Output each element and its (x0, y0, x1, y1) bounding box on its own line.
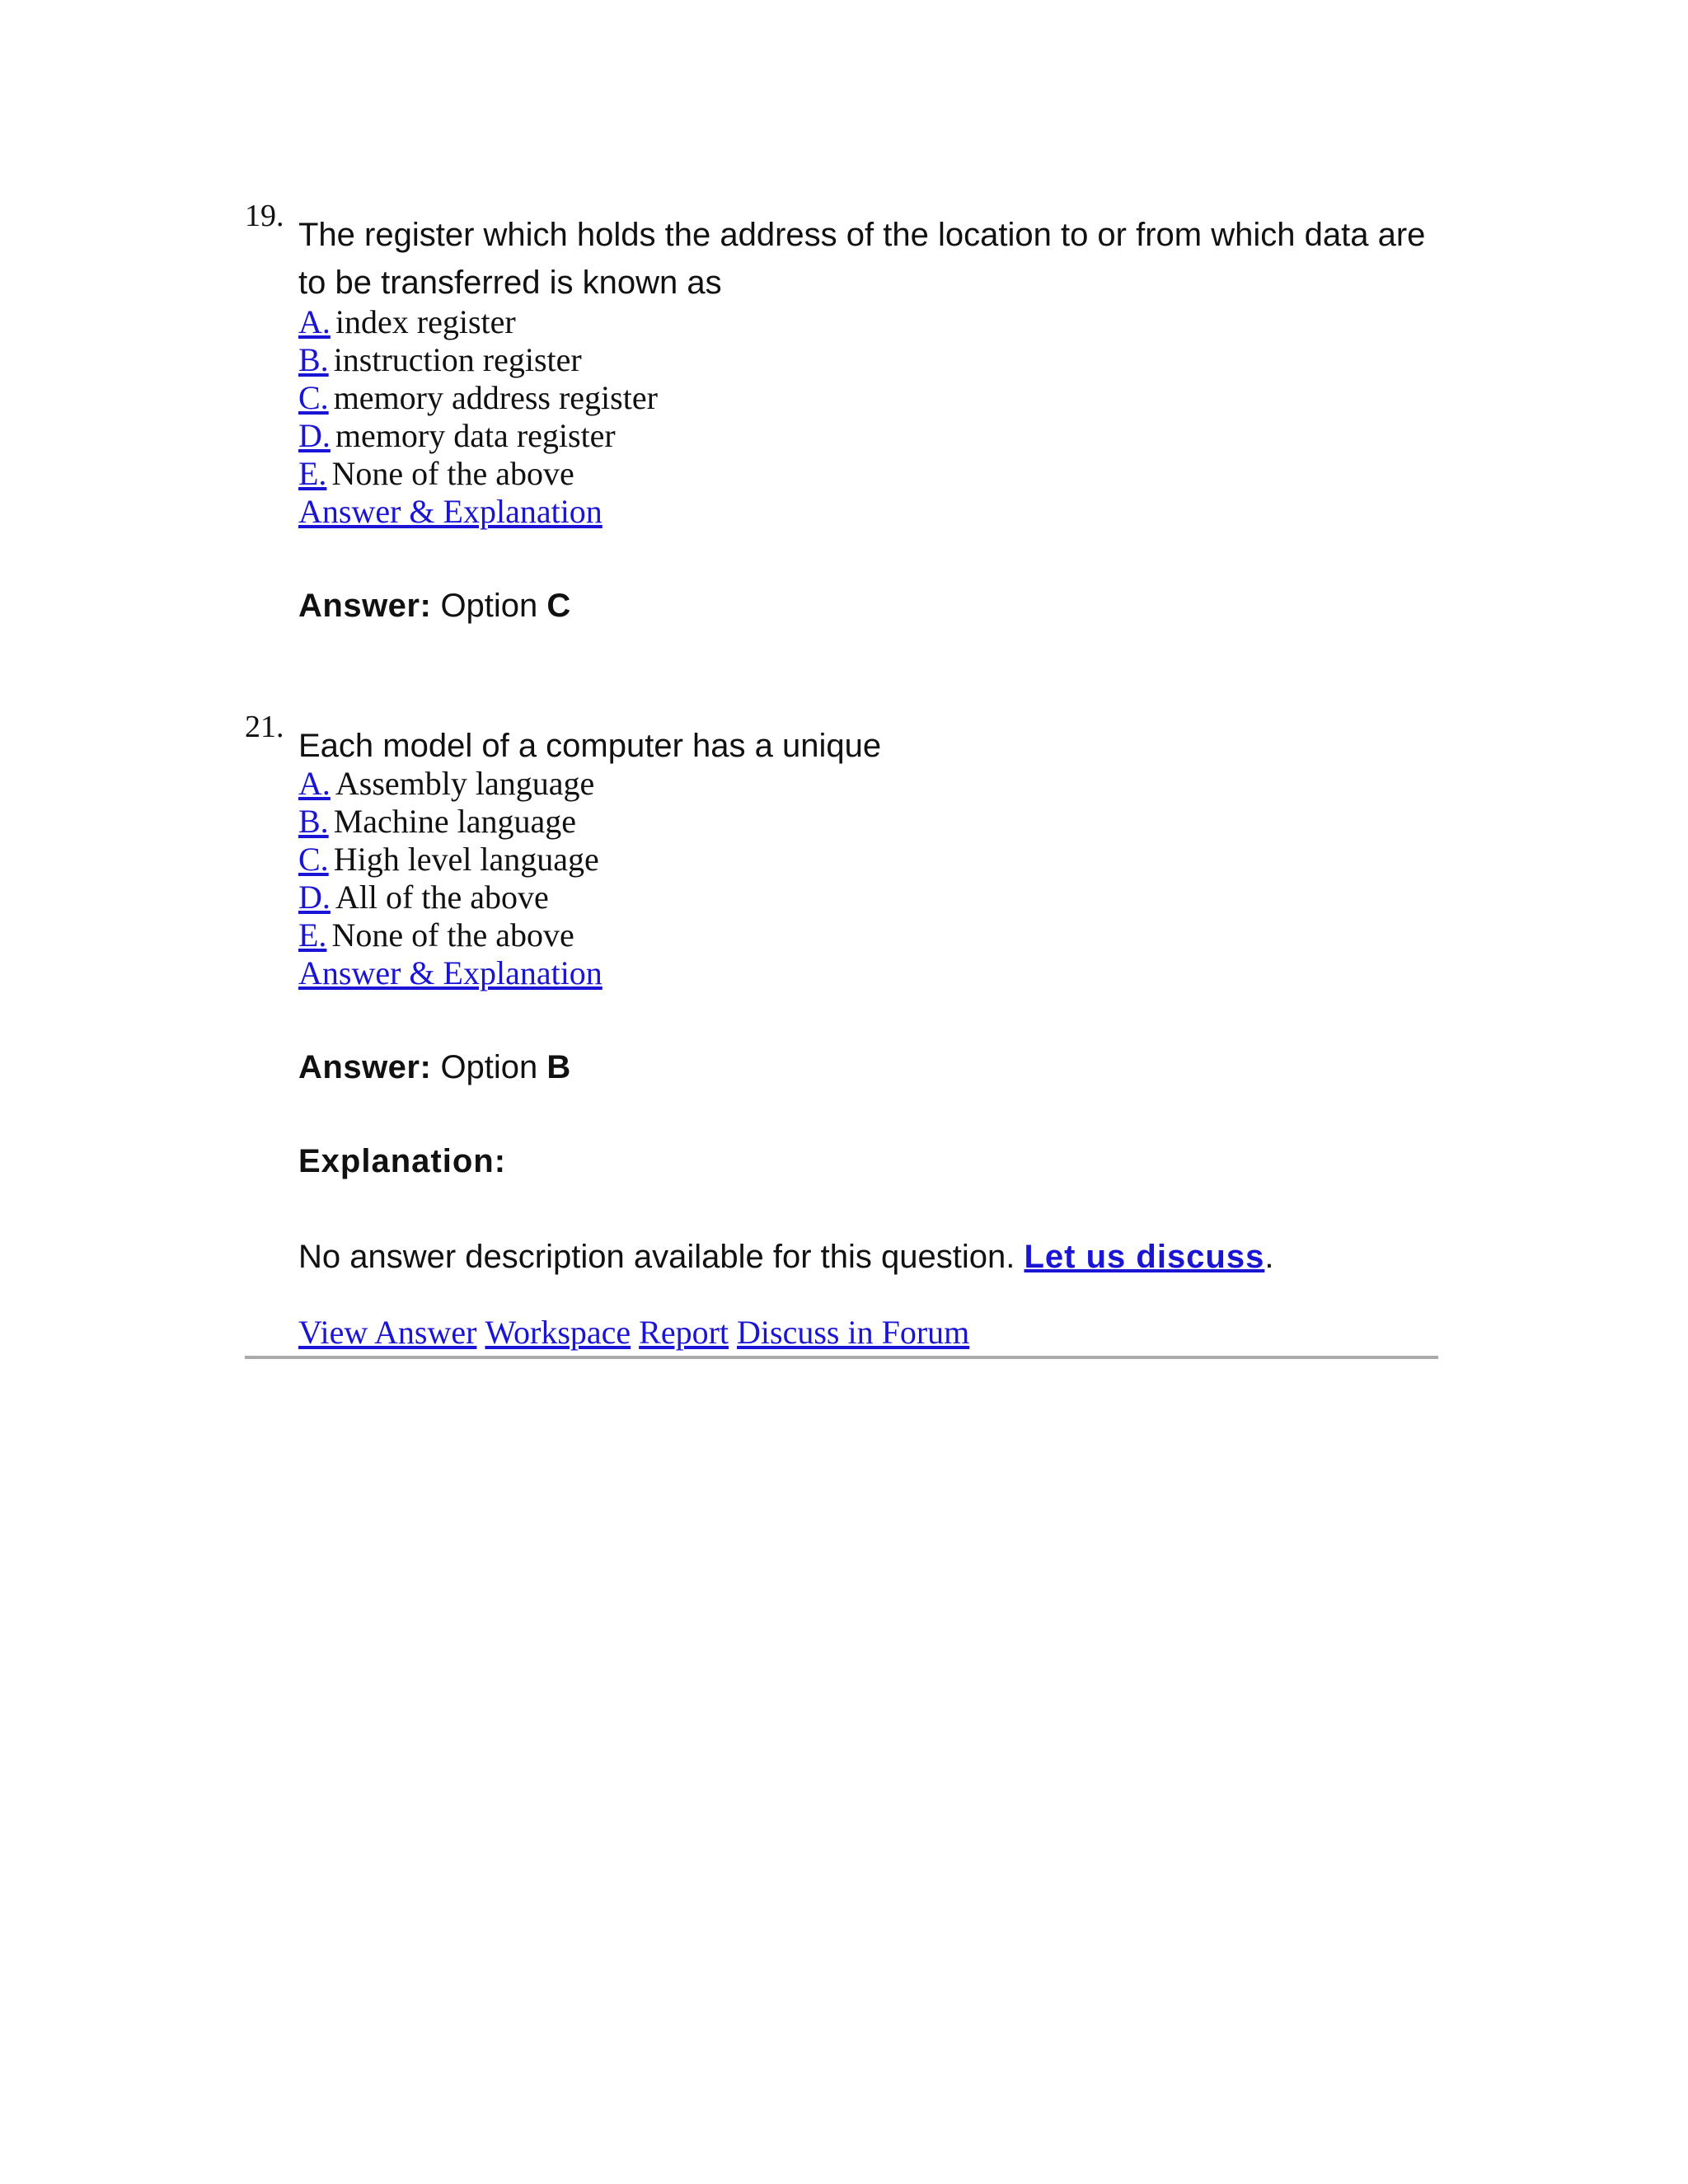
question-21 (245, 709, 1436, 1352)
options-list (298, 765, 1436, 992)
option-text: memory address register (333, 379, 658, 416)
explanation-text-line (298, 1238, 1436, 1276)
option-text: High level language (333, 841, 599, 878)
option-c-link[interactable]: C. (298, 841, 329, 878)
option-c (298, 379, 1436, 417)
question-body (298, 717, 1436, 1352)
option-text: Machine language (333, 803, 577, 840)
option-text: memory data register (335, 417, 616, 454)
question-stem (298, 206, 1436, 312)
option-text: index register (335, 303, 516, 340)
answer-option: C (546, 588, 571, 624)
option-text: All of the above (335, 879, 549, 916)
option-a-link[interactable]: A. (298, 765, 331, 802)
answer-line (298, 587, 1436, 625)
option-e-link[interactable]: E. (298, 455, 327, 492)
option-d-link[interactable]: D. (298, 417, 331, 454)
answer-key: Answer: (298, 1049, 432, 1085)
option-text: None of the above (331, 916, 574, 954)
question-number: 21. (245, 710, 284, 744)
answer-option: B (546, 1049, 571, 1085)
option-b (298, 341, 1436, 379)
question-19 (245, 198, 1436, 625)
option-text: Assembly language (335, 765, 595, 802)
option-c (298, 841, 1436, 879)
option-c-link[interactable]: C. (298, 379, 329, 416)
option-e (298, 455, 1436, 493)
answer-option-word: Option (440, 588, 538, 624)
option-a-link[interactable]: A. (298, 303, 331, 340)
option-a (298, 303, 1436, 341)
question-stem-line: The register which holds the address of the location to or from which data are (298, 217, 1426, 253)
question-toolbar (298, 1314, 1436, 1352)
workspace-link[interactable]: Workspace (485, 1314, 631, 1351)
option-d (298, 417, 1436, 455)
option-b-link[interactable]: B. (298, 803, 329, 840)
let-us-discuss-link[interactable]: Let us discuss (1024, 1239, 1265, 1275)
option-e-link[interactable]: E. (298, 916, 327, 954)
explanation-text: No answer description available for this question. (298, 1239, 1015, 1275)
explanation-heading: Explanation: (298, 1143, 507, 1179)
report-link[interactable]: Report (639, 1314, 729, 1351)
question-body (298, 206, 1436, 625)
option-d (298, 879, 1436, 916)
question-stem-line: to be transferred is known as (298, 265, 722, 301)
discuss-in-forum-link[interactable]: Discuss in Forum (737, 1314, 970, 1351)
explanation-period: . (1264, 1239, 1274, 1275)
question-stem-line: Each model of a computer has a unique (298, 728, 882, 764)
option-text: instruction register (333, 341, 582, 378)
horizontal-divider (245, 1356, 1438, 1359)
answer-explanation-link[interactable]: Answer & Explanation (298, 954, 603, 991)
answer-option-word: Option (440, 1049, 538, 1085)
answer-key: Answer: (298, 588, 432, 624)
view-answer-link[interactable]: View Answer (298, 1314, 477, 1351)
answer-explanation-link[interactable]: Answer & Explanation (298, 493, 603, 530)
option-b (298, 803, 1436, 841)
question-number: 19. (245, 199, 284, 233)
option-text: None of the above (331, 455, 574, 492)
option-b-link[interactable]: B. (298, 341, 329, 378)
options-list (298, 303, 1436, 531)
answer-line (298, 1048, 1436, 1086)
option-e (298, 916, 1436, 954)
option-d-link[interactable]: D. (298, 879, 331, 916)
